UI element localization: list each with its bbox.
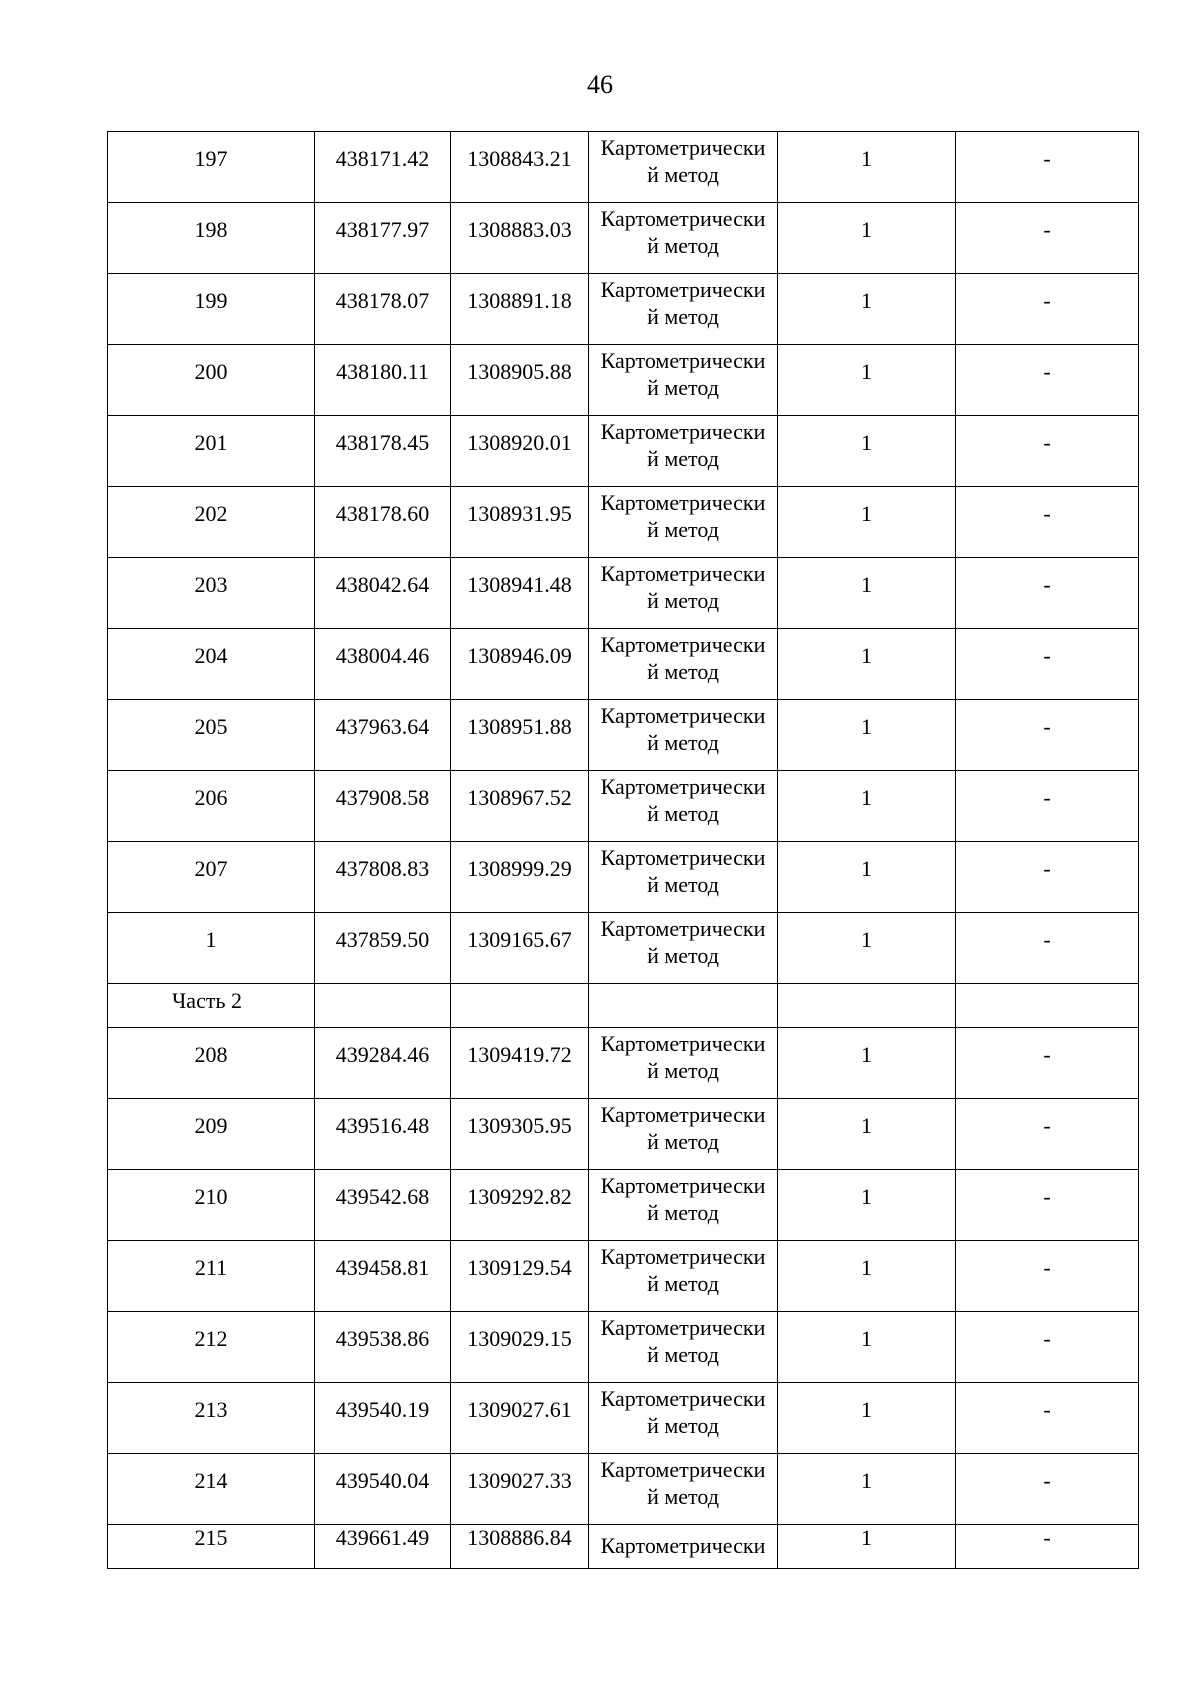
description-cell: - [956, 1028, 1139, 1099]
accuracy-cell: 1 [778, 1099, 956, 1170]
point-number-cell: 207 [108, 842, 315, 913]
point-number-cell: 209 [108, 1099, 315, 1170]
description-cell: - [956, 1525, 1139, 1569]
table-row [108, 629, 1139, 700]
x-coordinate-cell: 438177.97 [315, 203, 451, 274]
description-cell: - [956, 771, 1139, 842]
table-row [108, 132, 1139, 203]
point-number-cell: 210 [108, 1170, 315, 1241]
method-cell: Картометрически й метод [589, 558, 778, 629]
point-number-cell: 204 [108, 629, 315, 700]
accuracy-cell: 1 [778, 842, 956, 913]
accuracy-cell: 1 [778, 1525, 956, 1569]
point-number-cell: 198 [108, 203, 315, 274]
x-coordinate-cell: 439284.46 [315, 1028, 451, 1099]
accuracy-cell: 1 [778, 1241, 956, 1312]
accuracy-cell: 1 [778, 132, 956, 203]
y-coordinate-cell: 1309165.67 [451, 913, 589, 984]
accuracy-cell: 1 [778, 771, 956, 842]
description-cell: - [956, 487, 1139, 558]
method-cell: Картометрически й метод [589, 487, 778, 558]
point-number-cell: 200 [108, 345, 315, 416]
x-coordinate-cell: 438178.07 [315, 274, 451, 345]
point-number-cell: 206 [108, 771, 315, 842]
section-label: Часть 2 [108, 984, 315, 1028]
description-cell: - [956, 132, 1139, 203]
y-coordinate-cell: 1308941.48 [451, 558, 589, 629]
x-coordinate-cell: 439540.19 [315, 1383, 451, 1454]
method-cell: Картометрически й метод [589, 132, 778, 203]
accuracy-cell: 1 [778, 345, 956, 416]
y-coordinate-cell: 1308905.88 [451, 345, 589, 416]
y-coordinate-cell: 1308931.95 [451, 487, 589, 558]
point-number-cell: 211 [108, 1241, 315, 1312]
x-coordinate-cell: 439661.49 [315, 1525, 451, 1569]
table-row [108, 203, 1139, 274]
method-cell: Картометрически й метод [589, 629, 778, 700]
table-row [108, 487, 1139, 558]
description-cell: - [956, 203, 1139, 274]
table-row [108, 1241, 1139, 1312]
description-cell: - [956, 1454, 1139, 1525]
point-number-cell: 201 [108, 416, 315, 487]
point-number-cell: 203 [108, 558, 315, 629]
empty-cell [589, 984, 778, 1028]
table-row [108, 416, 1139, 487]
x-coordinate-cell: 439458.81 [315, 1241, 451, 1312]
method-cell: Картометрически й метод [589, 913, 778, 984]
description-cell: - [956, 1241, 1139, 1312]
table-row [108, 771, 1139, 842]
x-coordinate-cell: 437908.58 [315, 771, 451, 842]
method-cell: Картометрически й метод [589, 416, 778, 487]
description-cell: - [956, 913, 1139, 984]
section-row [108, 984, 1139, 1028]
x-coordinate-cell: 439542.68 [315, 1170, 451, 1241]
description-cell: - [956, 629, 1139, 700]
y-coordinate-cell: 1308967.52 [451, 771, 589, 842]
x-coordinate-cell: 439538.86 [315, 1312, 451, 1383]
point-number-cell: 199 [108, 274, 315, 345]
table-row [108, 913, 1139, 984]
point-number-cell: 202 [108, 487, 315, 558]
table-row [108, 1525, 1139, 1569]
x-coordinate-cell: 437859.50 [315, 913, 451, 984]
accuracy-cell: 1 [778, 913, 956, 984]
table-row [108, 1383, 1139, 1454]
x-coordinate-cell: 437808.83 [315, 842, 451, 913]
accuracy-cell: 1 [778, 487, 956, 558]
point-number-cell: 213 [108, 1383, 315, 1454]
x-coordinate-cell: 439540.04 [315, 1454, 451, 1525]
table-row [108, 1312, 1139, 1383]
table-row [108, 700, 1139, 771]
point-number-cell: 214 [108, 1454, 315, 1525]
description-cell: - [956, 416, 1139, 487]
method-cell: Картометрически й метод [589, 274, 778, 345]
description-cell: - [956, 1312, 1139, 1383]
accuracy-cell: 1 [778, 1312, 956, 1383]
y-coordinate-cell: 1308891.18 [451, 274, 589, 345]
empty-cell [451, 984, 589, 1028]
y-coordinate-cell: 1308883.03 [451, 203, 589, 274]
accuracy-cell: 1 [778, 1454, 956, 1525]
method-cell: Картометрически й метод [589, 1241, 778, 1312]
point-number-cell: 215 [108, 1525, 315, 1569]
point-number-cell: 205 [108, 700, 315, 771]
y-coordinate-cell: 1308946.09 [451, 629, 589, 700]
accuracy-cell: 1 [778, 558, 956, 629]
y-coordinate-cell: 1309027.61 [451, 1383, 589, 1454]
description-cell: - [956, 558, 1139, 629]
table-row [108, 1170, 1139, 1241]
table-row [108, 558, 1139, 629]
x-coordinate-cell: 438171.42 [315, 132, 451, 203]
empty-cell [778, 984, 956, 1028]
table-row [108, 1454, 1139, 1525]
x-coordinate-cell: 438178.60 [315, 487, 451, 558]
description-cell: - [956, 842, 1139, 913]
y-coordinate-cell: 1308920.01 [451, 416, 589, 487]
x-coordinate-cell: 438178.45 [315, 416, 451, 487]
accuracy-cell: 1 [778, 416, 956, 487]
description-cell: - [956, 1383, 1139, 1454]
method-cell: Картометрически й метод [589, 345, 778, 416]
table-row [108, 274, 1139, 345]
table-row [108, 1099, 1139, 1170]
method-cell: Картометрически й метод [589, 1170, 778, 1241]
method-cell: Картометрически й метод [589, 771, 778, 842]
method-cell: Картометрически й метод [589, 1028, 778, 1099]
point-number-cell: 208 [108, 1028, 315, 1099]
description-cell: - [956, 345, 1139, 416]
method-cell: Картометрически й метод [589, 1383, 778, 1454]
y-coordinate-cell: 1308951.88 [451, 700, 589, 771]
x-coordinate-cell: 437963.64 [315, 700, 451, 771]
x-coordinate-cell: 438004.46 [315, 629, 451, 700]
method-cell: Картометрически [589, 1525, 778, 1569]
x-coordinate-cell: 439516.48 [315, 1099, 451, 1170]
point-number-cell: 197 [108, 132, 315, 203]
description-cell: - [956, 1170, 1139, 1241]
method-cell: Картометрически й метод [589, 1454, 778, 1525]
y-coordinate-cell: 1308886.84 [451, 1525, 589, 1569]
table-row [108, 842, 1139, 913]
method-cell: Картометрически й метод [589, 1312, 778, 1383]
empty-cell [956, 984, 1139, 1028]
method-cell: Картометрически й метод [589, 842, 778, 913]
y-coordinate-cell: 1309305.95 [451, 1099, 589, 1170]
empty-cell [315, 984, 451, 1028]
point-number-cell: 212 [108, 1312, 315, 1383]
y-coordinate-cell: 1309419.72 [451, 1028, 589, 1099]
accuracy-cell: 1 [778, 203, 956, 274]
description-cell: - [956, 1099, 1139, 1170]
y-coordinate-cell: 1308999.29 [451, 842, 589, 913]
accuracy-cell: 1 [778, 700, 956, 771]
table-row [108, 1028, 1139, 1099]
description-cell: - [956, 274, 1139, 345]
method-cell: Картометрически й метод [589, 203, 778, 274]
accuracy-cell: 1 [778, 1028, 956, 1099]
method-cell: Картометрически й метод [589, 700, 778, 771]
y-coordinate-cell: 1309027.33 [451, 1454, 589, 1525]
coordinates-table [107, 131, 1139, 1569]
description-cell: - [956, 700, 1139, 771]
y-coordinate-cell: 1308843.21 [451, 132, 589, 203]
y-coordinate-cell: 1309029.15 [451, 1312, 589, 1383]
accuracy-cell: 1 [778, 629, 956, 700]
y-coordinate-cell: 1309292.82 [451, 1170, 589, 1241]
x-coordinate-cell: 438042.64 [315, 558, 451, 629]
accuracy-cell: 1 [778, 1383, 956, 1454]
y-coordinate-cell: 1309129.54 [451, 1241, 589, 1312]
table-row [108, 345, 1139, 416]
x-coordinate-cell: 438180.11 [315, 345, 451, 416]
accuracy-cell: 1 [778, 1170, 956, 1241]
accuracy-cell: 1 [778, 274, 956, 345]
method-cell: Картометрически й метод [589, 1099, 778, 1170]
page-number: 46 [587, 70, 613, 99]
point-number-cell: 1 [108, 913, 315, 984]
